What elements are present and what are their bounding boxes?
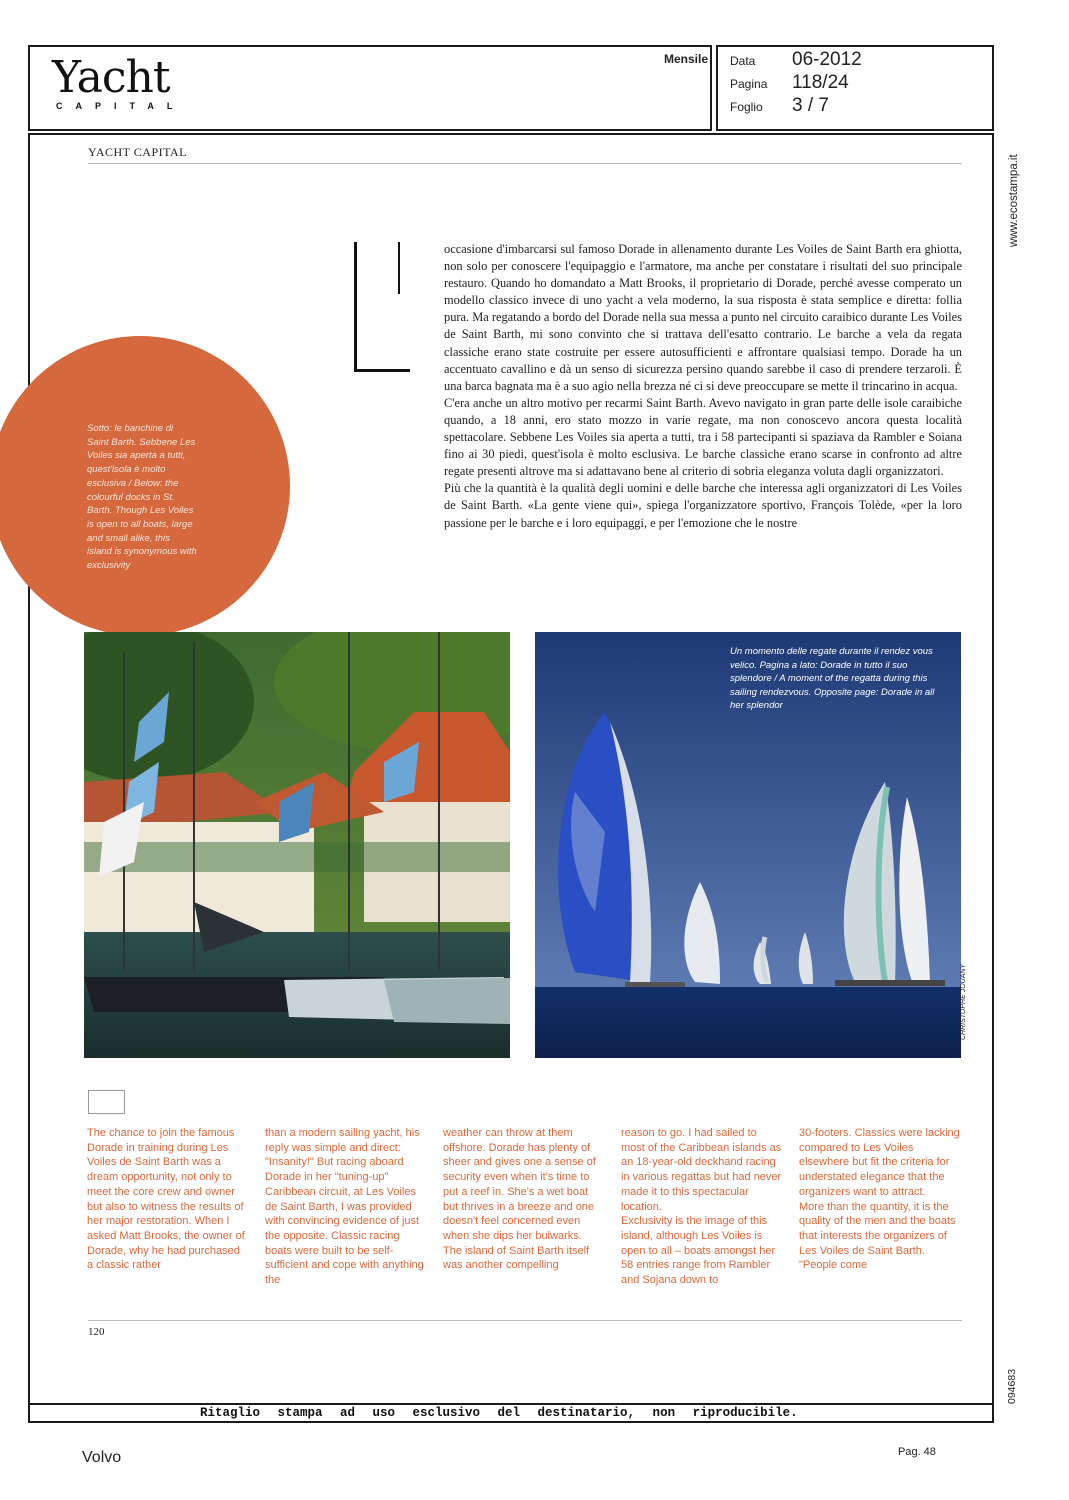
frequency-label: Mensile bbox=[664, 52, 709, 66]
source-url: www.ecostampa.it bbox=[1008, 154, 1020, 247]
sheet-value: 3 / 7 bbox=[792, 95, 829, 116]
dropcap-letter bbox=[352, 242, 410, 372]
english-text: The chance to join the famous Dorade in training during Les Voiles de Saint Barth was a dream opportunity, not only to meet the core crew and owner but also to witness the results of her major restoration. When I asked Matt Brooks, the owner of Dorade, why he had purchased a classic rather bbox=[87, 1127, 245, 1272]
top-rule bbox=[88, 163, 962, 164]
page-label: Pagina bbox=[730, 77, 768, 91]
lead-paragraph-3: Più che la quantità è la qualità degli uomini e delle barche che interessa agli organizzatori di Les Voiles de Saint Barth. «La gente viene qui», spiega l'organizzatore sportivo, François Tolède, «per la loro passione per le barche e i loro equipaggi, e per l'emozione che le nostre bbox=[444, 481, 962, 530]
english-text: weather can throw at them offshore. Dorade has plenty of sheer and gives one a sense of security even when it's time to put a reef in. She's a wet boat but thrives in a breeze and one doesn't feel concerned even when she dips her bulwarks. The island of Saint Barth itself was another compelling bbox=[443, 1127, 596, 1272]
page-number: 120 bbox=[88, 1326, 105, 1338]
circle-caption: Sotto: le banchine di Saint Barth. Sebbene Les Voiles sia aperta a tutti, quest'isola è molto esclusiva / Below: the colourful docks in St. Barth. Though Les Voiles is open to all boats, large and small alike, this island is synonymous with exclusivity bbox=[87, 423, 197, 572]
lead-paragraph-1: occasione d'imbarcarsi sul famoso Dorade in allenamento durante Les Voiles de Saint Barth era ghiotta, non solo per conoscere l'equipaggio e l'armatore, ma anche per constatare i risultati del suo principale restauro. Quando ho domandato a Matt Brooks, il proprietario di Dorade, perché avesse comperato un modello classico invece di uno yacht a vela moderno, la sua risposta è stata semplice e diretta: follia pura. Ma regatando a bordo del Dorade nella sua messa a punto nel circuito caraibico durante Les Voiles de Saint Barth, mi sono convinto che si trattava dell'esatto contrario. Le barche a vela da regata classiche erano state costruite per essere autosufficienti e affrontare qualsiasi tempo. Dorade ha un accentuato cavallino e dà un senso di sicurezza persino quando sarebbe il caso di prendere terzaroli. È una barca bagnata ma è a suo agio nella brezza né ci si deve preoccupare se mette il trincarino in acqua. bbox=[444, 242, 962, 393]
clipping-code: 094683 bbox=[1006, 1368, 1018, 1404]
client-name: Volvo bbox=[82, 1449, 122, 1466]
publication-logo-sub: CAPITAL bbox=[56, 101, 186, 111]
sheet-label: Foglio bbox=[730, 100, 763, 114]
english-text: reason to go. I had sailed to most of the Caribbean islands as an 18-year-old deckhand racing in various regattas but had never made it to this spectacular location. Exclusivity is the image of this island, although Les Voiles is open to all – boats amongst her 58 entries range from Rambler and Sojana down to bbox=[621, 1127, 782, 1287]
english-column-5 bbox=[799, 1126, 961, 1273]
publication-logo: Yacht bbox=[52, 52, 170, 103]
photo-credit: CHRISTOPHE JOUANY bbox=[960, 963, 967, 1040]
english-column-2 bbox=[265, 1126, 427, 1288]
date-value: 06-2012 bbox=[792, 49, 862, 70]
english-column-3 bbox=[443, 1126, 605, 1273]
page-value: 118/24 bbox=[792, 72, 849, 93]
bottom-rule bbox=[88, 1320, 962, 1321]
lead-text bbox=[444, 241, 962, 532]
harbor-photo bbox=[84, 632, 510, 1058]
date-label: Data bbox=[730, 54, 756, 68]
lead-paragraph-2: C'era anche un altro motivo per recarmi Saint Barth. Avevo navigato in gran parte delle isole caraibiche quando, a 18 anni, ero stato mozzo in varie regate, ma non conoscevo ancora questa località spettacolare. Sebbene Les Voiles sia aperta a tutti, tra i 58 partecipanti si spaziava da Rambler e Soiana fino ai 30 piedi, quest'isola è molto esclusiva. Le barche classiche erano scarse in confronto ad altre regate presenti altrove ma si adattavano bene al criterio di sobria eleganza voluta dagli organizzatori. bbox=[444, 395, 962, 479]
section-header: YACHT CAPITAL bbox=[88, 145, 187, 159]
english-column-4 bbox=[621, 1126, 783, 1288]
regatta-caption: Un momento delle regate durante il rendez vous velico. Pagina a lato: Dorade in tutto il suo splendore / A moment of the regatta during this sailing rendezvous. Opposite page: Dorade in all her splendor bbox=[730, 646, 935, 711]
small-inset-box bbox=[88, 1090, 125, 1114]
english-column-1 bbox=[87, 1126, 249, 1273]
english-text: 30-footers. Classics were lacking compared to Les Voiles elsewhere but fit the criteria for understated elegance that the organizers want to attract. More than the quantity, it is the quality of the men and the boats that interests the organizers of Les Voiles de Saint Barth. "People come bbox=[799, 1127, 960, 1272]
document-page: Pag. 48 bbox=[898, 1446, 936, 1458]
english-text: than a modern sailing yacht, his reply was simple and direct: "Insanity!" But racing aboard Dorade in her "tuning-up" Caribbean circuit, at Les Voiles de Saint Barth, I was provided with convincing evidence of just the opposite. Classic racing boats were built to be self-sufficient and cope with anything the bbox=[265, 1127, 424, 1287]
copyright-notice: Ritaglio stampa ad uso esclusivo del destinatario, non riproducibile. bbox=[200, 1406, 798, 1420]
